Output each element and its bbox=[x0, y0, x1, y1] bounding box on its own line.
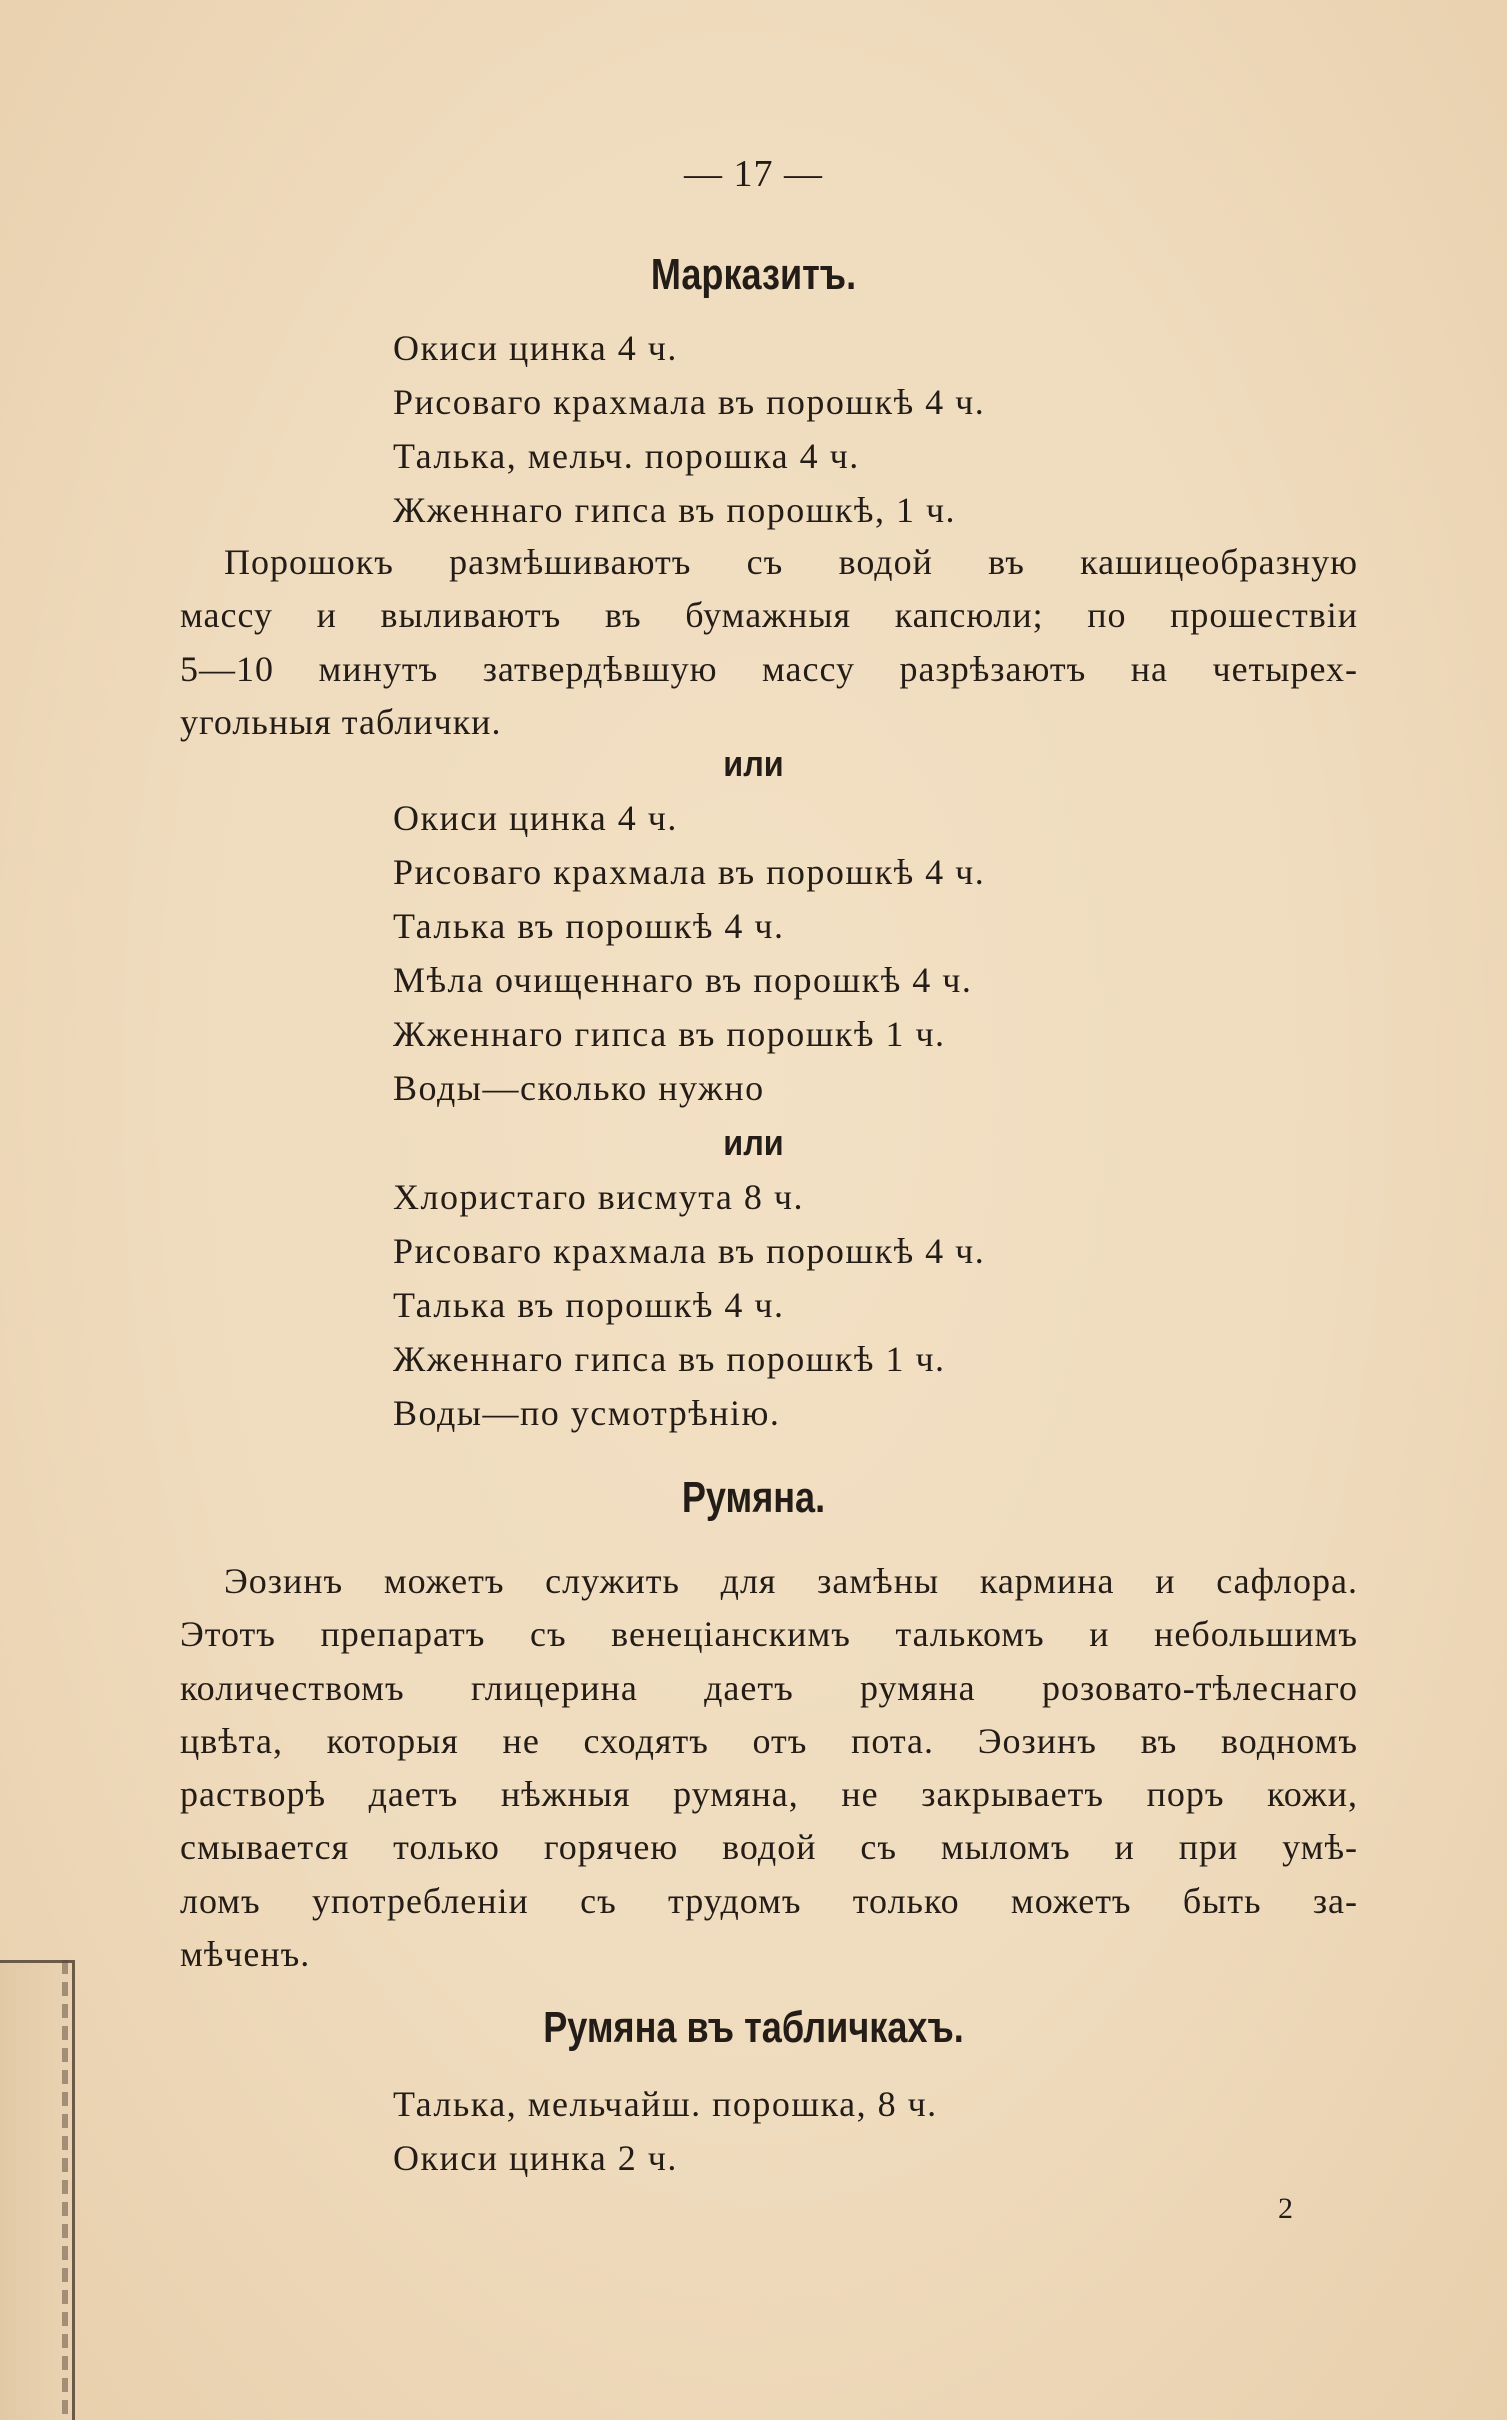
paragraph-line: растворѣ даетъ нѣжныя румяна, не закрываетъ поръ кожи, bbox=[180, 1774, 1358, 1815]
ingredient-line: Воды—по усмотрѣнію. bbox=[393, 1393, 781, 1433]
paragraph-line: Этотъ препаратъ съ венеціанскимъ талькомъ и небольшимъ bbox=[180, 1614, 1358, 1655]
ingredient-line: Окиси цинка 4 ч. bbox=[393, 328, 678, 368]
rumyana-paragraph bbox=[180, 1555, 1358, 1981]
ingredient-line: Жженнаго гипса въ порошкѣ 1 ч. bbox=[393, 1014, 946, 1054]
ingredient-line: Мѣла очищеннаго въ порошкѣ 4 ч. bbox=[393, 960, 973, 1000]
ingredient-line: Рисоваго крахмала въ порошкѣ 4 ч. bbox=[393, 852, 986, 892]
ingredient-line: Окиси цинка 2 ч. bbox=[393, 2138, 678, 2178]
markazit-paragraph bbox=[180, 536, 1358, 749]
paragraph-line: мѣченъ. bbox=[180, 1934, 311, 1975]
paragraph-line: Порошокъ размѣшиваютъ съ водой въ кашицеобразную bbox=[224, 542, 1358, 582]
section-title-markazit: Марказитъ. bbox=[650, 250, 857, 299]
signature-mark: 2 bbox=[1278, 2192, 1293, 2225]
ingredient-line: Воды—сколько нужно bbox=[393, 1068, 765, 1108]
paragraph-line: угольныя таблички. bbox=[180, 701, 502, 742]
ingredient-line: Талька въ порошкѣ 4 ч. bbox=[393, 1285, 785, 1325]
paragraph-line: Эозинъ можетъ служить для замѣны кармина и сафлора. bbox=[224, 1561, 1358, 1601]
ingredient-line: Рисоваго крахмала въ порошкѣ 4 ч. bbox=[393, 1231, 986, 1271]
section-title-rumyana-tablets: Румяна въ табличкахъ. bbox=[543, 2003, 964, 2052]
paragraph-line: ломъ употребленіи съ трудомъ только можетъ быть за- bbox=[180, 1880, 1358, 1921]
section-title-rumyana: Румяна. bbox=[681, 1473, 826, 1522]
paragraph-line: цвѣта, которыя не сходятъ отъ пота. Эозинъ въ водномъ bbox=[180, 1720, 1358, 1761]
ingredient-line: Талька, мельчайш. порошка, 8 ч. bbox=[393, 2084, 938, 2124]
paragraph-line: количествомъ глицерина даетъ румяна розовато-тѣлеснаго bbox=[180, 1667, 1358, 1708]
page-number: — 17 — bbox=[684, 153, 823, 195]
or-separator: или bbox=[723, 743, 784, 784]
ingredient-line: Хлористаго висмута 8 ч. bbox=[393, 1177, 805, 1217]
ingredient-line: Жженнаго гипса въ порошкѣ 1 ч. bbox=[393, 1339, 946, 1379]
ingredient-line: Талька въ порошкѣ 4 ч. bbox=[393, 906, 785, 946]
or-separator: или bbox=[723, 1122, 784, 1163]
paragraph-line: массу и выливаютъ въ бумажныя капсюли; по прошествіи bbox=[180, 595, 1358, 636]
ingredient-line: Окиси цинка 4 ч. bbox=[393, 798, 678, 838]
paragraph-line: 5—10 минутъ затвердѣвшую массу разрѣзаютъ на четырех- bbox=[180, 648, 1358, 689]
ingredient-line: Жженнаго гипса въ порошкѣ, 1 ч. bbox=[393, 490, 957, 530]
paragraph-line: смывается только горячею водой съ мыломъ и при умѣ- bbox=[180, 1827, 1358, 1868]
ingredient-line: Рисоваго крахмала въ порошкѣ 4 ч. bbox=[393, 382, 986, 422]
binding-stitching bbox=[62, 1960, 68, 2420]
ingredient-line: Талька, мельч. порошка 4 ч. bbox=[393, 436, 860, 476]
